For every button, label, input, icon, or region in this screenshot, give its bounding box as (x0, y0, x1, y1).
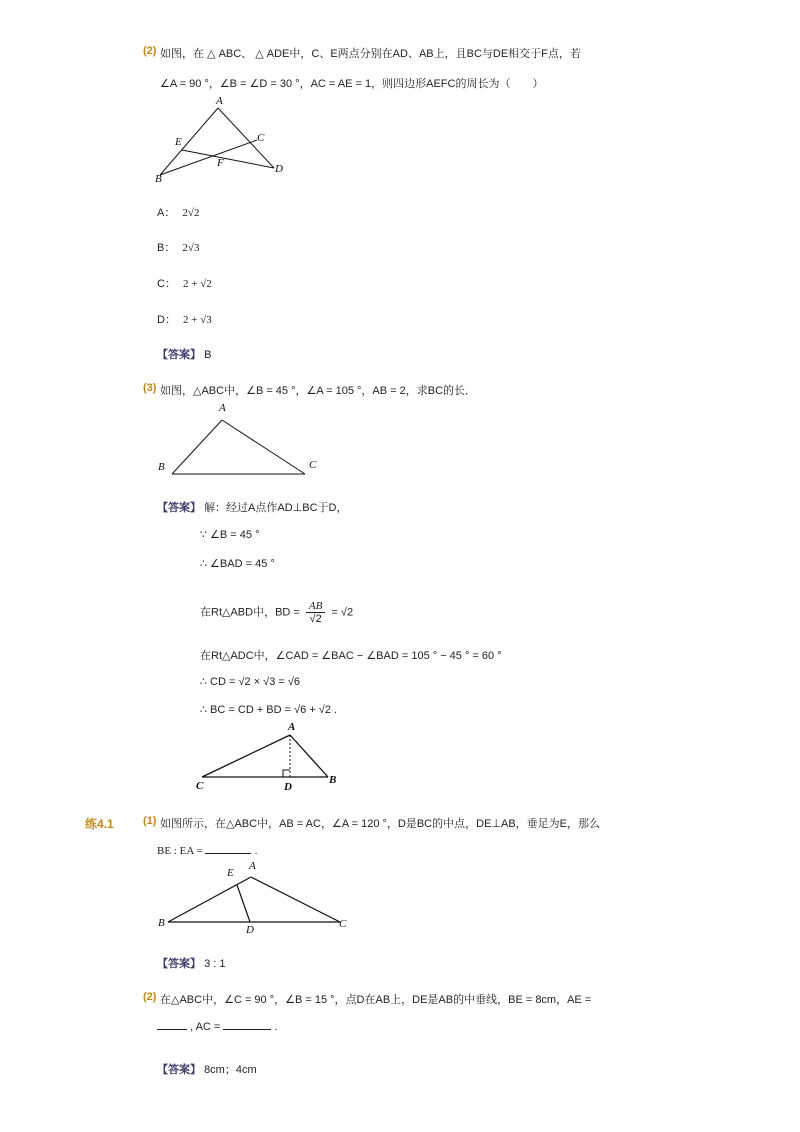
option-c (157, 275, 212, 291)
answer-blank[interactable] (157, 1019, 187, 1030)
figure-label: C (309, 459, 317, 471)
answer-intro: 解：经过A点作AD⊥BC于D， (204, 502, 348, 514)
question-number: (1) (143, 815, 157, 827)
figure-label: B (158, 461, 165, 473)
solution-step: ∴ CD = √2 × √3 = √6 (200, 676, 301, 688)
figure-label: C (257, 132, 265, 144)
answer-blank[interactable] (223, 1019, 271, 1030)
solution-step: ∴ ∠BAD = 45 ° (200, 558, 275, 570)
figure-label: C (339, 918, 347, 930)
question-text-line1: 在△ABC中，∠C = 90 °，∠B = 15 °，点D在AB上，DE是AB的中垂线，BE = 8cm，AE = (160, 994, 592, 1006)
figure-label: D (284, 781, 292, 793)
question-number: (2) (143, 45, 157, 57)
exercise-tag: 练4.1 (85, 817, 114, 831)
figure-label: B (155, 173, 162, 185)
figure-label: A (219, 402, 226, 414)
answer-value: 8cm；4cm (204, 1064, 257, 1076)
ratio-label: BE : EA = (157, 845, 206, 857)
answer-tag: 【答案】 (157, 349, 201, 361)
question-text-line1: 如图，在 △ ABC、 △ ADE中，C、E两点分别在AD、AB上，且BC与DE相交于F点，若 (160, 48, 581, 60)
question-number: (3) (143, 382, 157, 394)
solution-step-fraction: 在Rt△ABD中，BD = $\frac{AB}{√2}$ = √2 (200, 600, 354, 625)
answer-tag: 【答案】 (157, 1064, 201, 1076)
question-text-line1: 如图，△ABC中，∠B = 45 °，∠A = 105 °，AB = 2，求BC的长． (160, 385, 477, 397)
question-text-line1: 如图所示，在△ABC中，AB = AC，∠A = 120 °，D是BC的中点，DE⊥AB，垂足为E，那么 (160, 818, 600, 830)
option-key: C： (157, 278, 176, 290)
option-key: D： (157, 314, 176, 326)
solution-step: ∴ BC = CD + BD = √6 + √2 . (200, 704, 338, 716)
figure-label: B (329, 774, 337, 786)
line-end: . (254, 845, 258, 857)
triangle-figure-aefc (150, 90, 300, 185)
answer-blank[interactable] (205, 843, 251, 854)
question-text-line2: ∠A = 90 °，∠B = ∠D = 30 °，AC = AE = 1，则四边形AEFC的周长为（ ） (160, 78, 544, 90)
figure-label: A (216, 95, 223, 107)
fraction-numerator: AB (306, 600, 325, 613)
triangle-figure-abc (150, 398, 330, 483)
question-number: (2) (143, 991, 157, 1003)
option-value: 2 + √2 (183, 278, 212, 290)
figure-label: C (196, 780, 204, 792)
option-a (157, 204, 199, 220)
option-value: 2 + √3 (183, 314, 212, 326)
figure-label: A (288, 721, 296, 733)
figure-label: E (227, 867, 234, 879)
line-mid: , AC = (190, 1021, 224, 1033)
option-b (157, 239, 199, 255)
option-key: A： (157, 207, 176, 219)
answer-line (157, 1061, 257, 1077)
question-text-line2 (157, 1019, 278, 1033)
figure-label: D (246, 924, 254, 935)
triangle-figure-isosceles (150, 855, 355, 935)
figure-label: E (175, 136, 182, 148)
answer-line (157, 346, 211, 362)
answer-line (157, 499, 348, 515)
figure-label: F (217, 157, 224, 169)
answer-value: 3 : 1 (204, 958, 226, 970)
answer-tag: 【答案】 (157, 958, 201, 970)
figure-label: B (158, 917, 165, 929)
answer-tag: 【答案】 (157, 502, 201, 514)
option-d (157, 311, 212, 327)
answer-line (157, 955, 225, 971)
figure-label: A (249, 860, 256, 872)
option-value: 2√3 (182, 242, 200, 254)
fraction-denominator: √2 (309, 613, 322, 625)
triangle-figure-altitude (190, 718, 350, 793)
option-key: B： (157, 242, 176, 254)
option-value: 2√2 (182, 207, 200, 219)
solution-step: 在Rt△ADC中，∠CAD = ∠BAC − ∠BAD = 105 ° − 45 ° = 60 ° (200, 650, 502, 662)
answer-value: B (204, 349, 212, 361)
solution-step: ∵ ∠B = 45 ° (200, 529, 260, 541)
line-end: . (274, 1021, 278, 1033)
figure-label: D (275, 163, 283, 175)
